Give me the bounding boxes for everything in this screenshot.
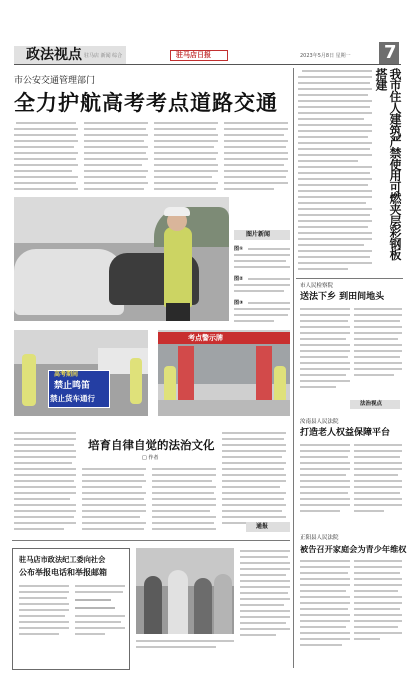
right3-kicker: 汝南县人民法院	[300, 419, 339, 425]
masthead: 驻马店日报	[176, 51, 211, 59]
feature-headline: 培育自律自觉的法治文化	[88, 438, 215, 452]
vertical-headline: 我市住人建筑严禁使用可燃夹层彩钢板搭建	[374, 68, 402, 261]
notice-box	[12, 548, 130, 670]
bottom-tag: 通报	[256, 523, 269, 530]
right-article-2	[296, 280, 404, 396]
caption-tag: 图片新闻	[246, 231, 271, 238]
right2-kicker: 市人民检察院	[300, 283, 334, 289]
vertical-divider-right	[293, 68, 294, 668]
right-article-4	[296, 532, 407, 672]
caption-3: 图③	[234, 300, 244, 306]
divider-feature-bottom	[12, 540, 290, 541]
divider-right-1	[296, 278, 403, 279]
lead-kicker: 市公安交通管理部门	[14, 76, 96, 86]
right3-headline: 打造老人权益保障平台	[300, 428, 391, 438]
banner-text: 考点警示牌	[188, 334, 223, 342]
photo-caption-column	[234, 230, 290, 340]
red-banner	[158, 332, 290, 344]
photo-traffic-police	[14, 197, 229, 321]
officer-right	[130, 358, 142, 404]
officer-cap	[164, 207, 190, 216]
person-2	[168, 570, 188, 634]
officer-left	[22, 354, 36, 406]
page-header	[0, 0, 415, 66]
red-pillar-right	[256, 346, 272, 408]
right-article-1	[298, 68, 372, 274]
bottom-caption	[240, 548, 290, 668]
notice-headline: 公布举报电话和举报邮箱	[19, 568, 107, 577]
header-date: 2023年5月8日 星期一	[300, 53, 351, 59]
right3-tag: 法治视点	[360, 401, 383, 407]
person-4	[214, 574, 232, 634]
sign-line-1: 高考期间	[54, 371, 79, 378]
section-title: 政法视点	[26, 47, 82, 63]
caption-2: 图②	[234, 276, 244, 282]
photo-road-sign	[14, 330, 148, 416]
header-small-left: 驻马店 新闻 综合	[84, 53, 123, 59]
right-article-3	[296, 398, 404, 530]
car-white	[14, 249, 124, 315]
officer-body	[164, 227, 192, 307]
red-pillar-left	[178, 346, 194, 408]
feature-byline: □ 作者	[142, 455, 159, 461]
right2-headline: 送法下乡 到田间地头	[300, 292, 385, 302]
right4-kicker: 正阳县人民法院	[300, 535, 339, 541]
person-3	[194, 578, 212, 634]
bottom-photo-caption	[136, 640, 234, 642]
photo-community	[136, 548, 234, 634]
notice-kicker: 驻马店市政法纪工委向社会	[19, 555, 106, 564]
caption-1: 图①	[234, 246, 244, 252]
bottom-photo-caption-2	[136, 646, 216, 648]
page-number: 7	[384, 42, 397, 63]
sign-line-3: 禁止货车通行	[50, 394, 95, 403]
sign-line-2: 禁止鸣笛	[54, 381, 91, 391]
officer-legs	[166, 303, 190, 321]
pavement	[158, 400, 290, 416]
photo-exam-site	[158, 330, 290, 416]
right4-headline: 被告召开家庭会为青少年维权	[300, 544, 407, 554]
header-rule	[14, 64, 401, 65]
lead-headline: 全力护航高考考点道路交通	[14, 91, 278, 115]
person-1	[144, 576, 162, 634]
